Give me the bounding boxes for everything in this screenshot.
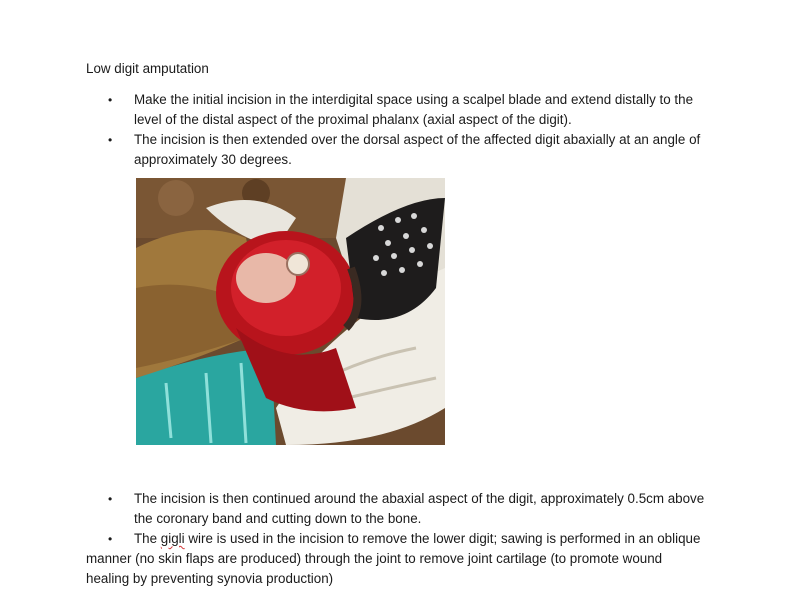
list-item-text: The incision is then continued around the abaxial aspect of the digit, approximately 0.5cm above the coronary band and cutting down to the bone. bbox=[134, 491, 705, 526]
list-item-text-start: The bbox=[134, 531, 161, 546]
list-item bbox=[86, 489, 706, 529]
misspelled-word[interactable]: gigli bbox=[160, 531, 185, 546]
list-item-text: Make the initial incision in the interdigital space using a scalpel blade and extend distally to the level of the distal aspect of the proximal phalanx (axial aspect of the digit). bbox=[134, 92, 694, 127]
list-item bbox=[86, 529, 706, 589]
surgical-photo-image bbox=[136, 178, 445, 445]
list-item-text: The incision is then extended over the dorsal aspect of the affected digit abaxially at an angle of approximately 30 degrees. bbox=[134, 132, 701, 167]
bullet-icon: • bbox=[108, 532, 113, 546]
bullet-icon: • bbox=[108, 93, 113, 107]
bullet-list-top bbox=[86, 90, 706, 170]
bullet-icon: • bbox=[108, 133, 113, 147]
list-item bbox=[86, 130, 706, 170]
list-item bbox=[86, 90, 706, 130]
bullet-list-bottom bbox=[86, 489, 706, 589]
section-heading: Low digit amputation bbox=[86, 61, 209, 76]
list-item-text-end: wire is used in the incision to remove the lower digit; sawing is performed in an oblique manner (no skin flaps are produced) through the joint to remove joint cartilage (to promote wound healing by preventing synovia production) bbox=[86, 531, 701, 586]
bullet-icon: • bbox=[108, 492, 113, 506]
